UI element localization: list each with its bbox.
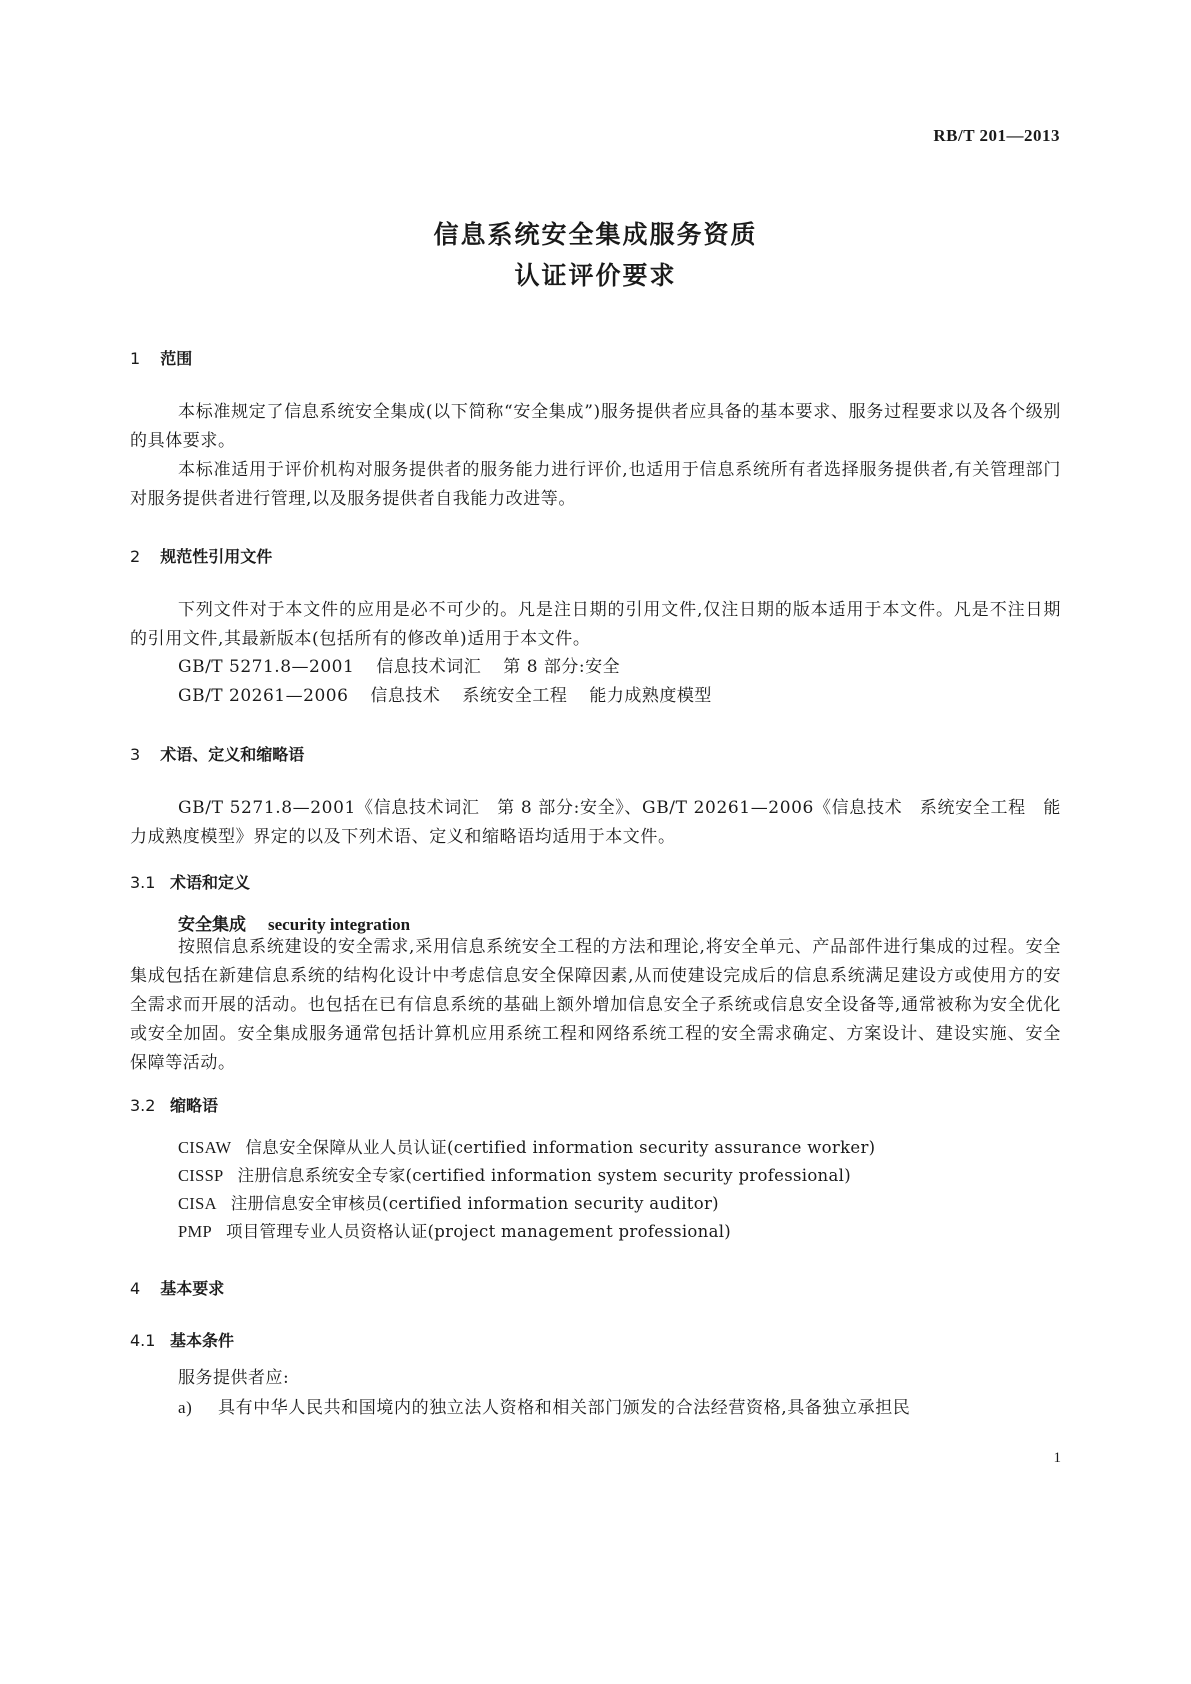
abbreviation-item: CISAW 信息安全保障从业人员认证(certified information security assurance worker) <box>178 1138 876 1157</box>
list-item-a: a) 具有中华人民共和国境内的独立法人资格和相关部门颁发的合法经营资格,具备独立承担民 <box>178 1398 911 1418</box>
section-1-heading: 1 范围 <box>130 349 193 368</box>
standard-code: RB/T 201—2013 <box>933 126 1060 145</box>
document-title-line1: 信息系统安全集成服务资质 <box>433 220 758 249</box>
abbreviation-item: CISSP 注册信息系统安全专家(certified information system security professional) <box>178 1166 851 1185</box>
abbreviation-item: PMP 项目管理专业人员资格认证(project management professional) <box>178 1222 732 1241</box>
page-number: 1 <box>1053 1450 1061 1466</box>
section-2-heading: 2 规范性引用文件 <box>130 547 273 566</box>
section-3-1-heading: 3.1 术语和定义 <box>130 873 251 892</box>
document-title-line2: 认证评价要求 <box>514 261 677 290</box>
section-4-1-intro: 服务提供者应: <box>178 1368 290 1388</box>
section-1-paragraph-1: 本标准规定了信息系统安全集成(以下简称“安全集成”)服务提供者应具备的基本要求、服务过程要求以及各个级别的具体要求。 <box>130 402 1062 451</box>
section-1-paragraph-2: 本标准适用于评价机构对服务提供者的服务能力进行评价,也适用于信息系统所有者选择服务提供者,有关管理部门对服务提供者进行管理,以及服务提供者自我能力改进等。 <box>130 460 1061 509</box>
section-4-1-heading: 4.1 基本条件 <box>130 1331 235 1350</box>
section-2-paragraph-1: 下列文件对于本文件的应用是必不可少的。凡是注日期的引用文件,仅注日期的版本适用于本文件。凡是不注日期的引用文件,其最新版本(包括所有的修改单)适用于本文件。 <box>130 600 1061 649</box>
section-3-2-heading: 3.2 缩略语 <box>130 1096 219 1115</box>
section-4-heading: 4 基本要求 <box>130 1279 225 1298</box>
section-3-paragraph-1: GB/T 5271.8—2001《信息技术词汇 第 8 部分:安全》、GB/T 20261—2006《信息技术 系统安全工程 能力成熟度模型》界定的以及下列术语、定义和缩略语均适用于本文件。 <box>130 798 1061 847</box>
section-3-heading: 3 术语、定义和缩略语 <box>130 745 305 764</box>
reference-1: GB/T 5271.8—2001 信息技术词汇 第 8 部分:安全 <box>178 657 621 677</box>
abbreviation-item: CISA 注册信息安全审核员(certified information security auditor) <box>178 1194 719 1213</box>
term-entry: 安全集成 security integration <box>178 915 411 935</box>
reference-2: GB/T 20261—2006 信息技术 系统安全工程 能力成熟度模型 <box>178 686 712 706</box>
term-definition: 按照信息系统建设的安全需求,采用信息系统安全工程的方法和理论,将安全单元、产品部件进行集成的过程。安全集成包括在新建信息系统的结构化设计中考虑信息安全保障因素,从而使建设完成后的信息系统满足建设方或使用方的安全需求而开展的活动。也包括在已有信息系统的基础上额外增加信息安全子系统或信息安全设备等,通常被称为安全优化或安全加固。安全集成服务通常包括计算机应用系统工程和网络系统工程的安全需求确定、方案设计、建设实施、安全保障等活动。 <box>130 937 1061 1073</box>
